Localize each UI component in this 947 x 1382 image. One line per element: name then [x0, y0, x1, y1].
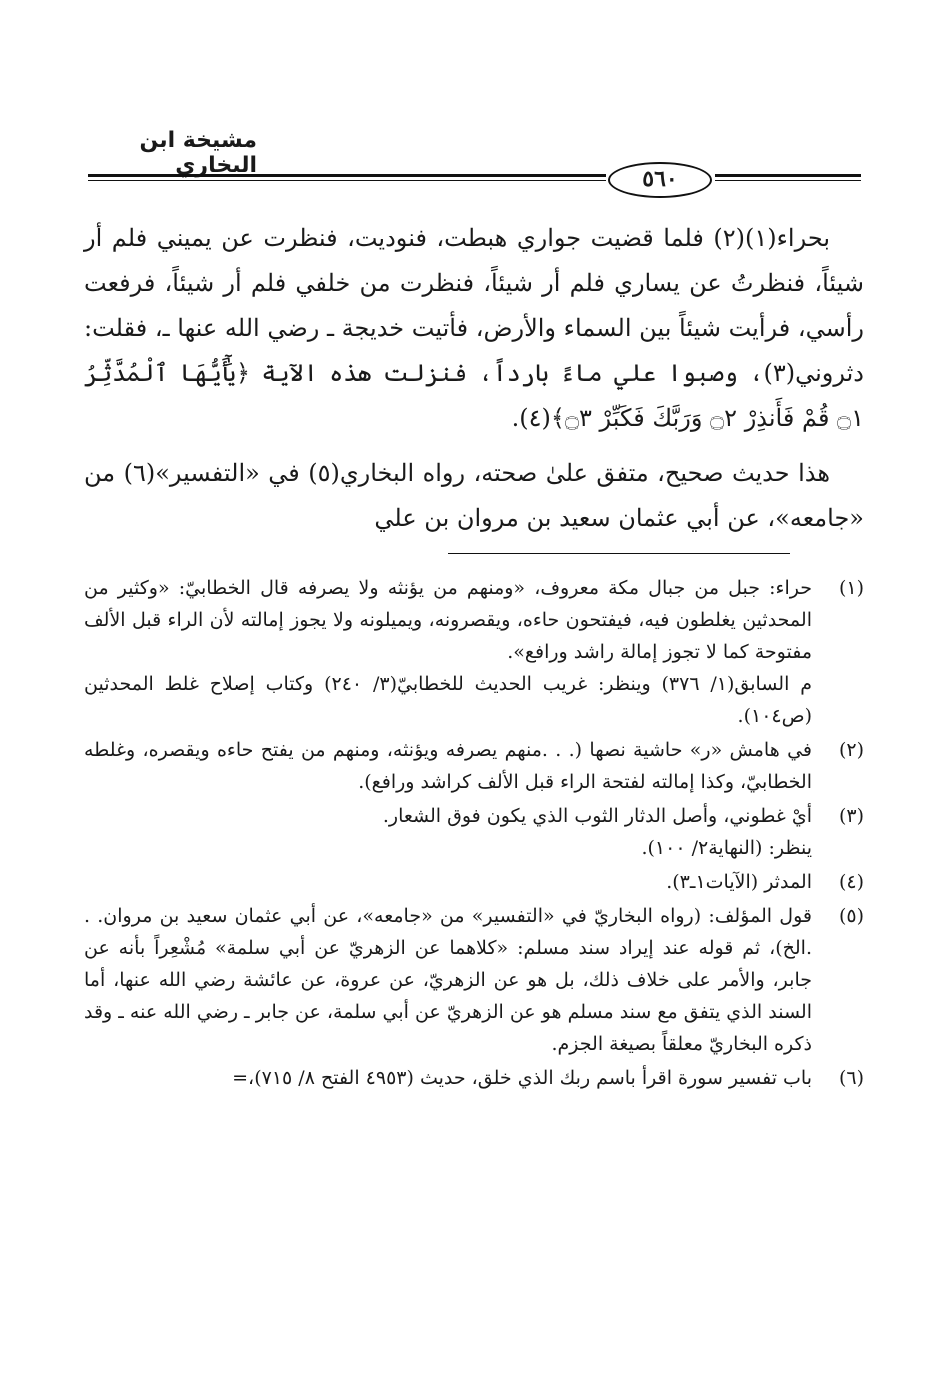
footnote-body — [84, 866, 812, 898]
footnote-body — [84, 1062, 812, 1094]
header-rule-left — [88, 174, 606, 181]
footnote-number: (١) — [838, 577, 864, 599]
header-rule-right — [715, 174, 861, 181]
footnote-number: (٢) — [838, 739, 864, 761]
footnote-body — [84, 800, 812, 864]
footnote-number: (٦) — [838, 1067, 864, 1089]
footnote-text: المدثر (الآيات١ـ٣). — [666, 871, 812, 893]
footnote-body — [84, 734, 812, 798]
footnote-text: م السابق(١/ ٣٧٦) وينظر: غريب الحديث للخطابيّ(٣/ ٢٤٠) وكتاب إصلاح غلط المحدثين (ص١٠٤). — [84, 673, 812, 727]
paragraph: بحراء(١)(٢) فلما قضيت جواري هبطت، فنوديت، فنظرت عن يميني فلم أر شيئاً، فنظرتُ عن يساري فلم أر شيئاً، فنظرت من خلفي فلم أر شيئاً، فرفعت رأسي، فرأيت شيئاً بين السماء والأرض، فأتيت خديجة ـ رضي الله عنها ـ، فقلت: دثروني(٣)، وصبوا علي ماءً بارداً، فنزلت هذه الآية ﴿يَٰٓأَيُّهَا ٱلْمُدَّثِّرُ ۝١ قُمْ فَأَنذِرْ ۝٢ وَرَبَّكَ فَكَبِّرْ ۝٣﴾(٤). — [84, 224, 864, 432]
footnote — [84, 734, 864, 798]
footnote — [84, 572, 864, 732]
footnote-text: ينظر: (النهاية٢/ ١٠٠). — [641, 837, 812, 859]
footnote — [84, 1062, 864, 1094]
running-header-title: مشيخة ابن البخاري — [139, 128, 257, 178]
footnote-body — [84, 900, 812, 1060]
footnote-text: أيْ غطوني، وأصل الدثار الثوب الذي يكون فوق الشعار. — [382, 805, 812, 827]
footnote-number: (٣) — [838, 805, 864, 827]
page-number: ٥٦٠ — [608, 162, 712, 198]
footnote — [84, 900, 864, 1060]
footnote — [84, 800, 864, 864]
footnote — [84, 866, 864, 898]
footnote-body — [84, 572, 812, 732]
footnote-text: حراء: جبل من جبال مكة معروف، «ومنهم من يؤنثه ولا يصرفه قال الخطابيّ: «وكثير من المحدثين يغلطون فيه، فيفتحون حاءه، ويقصرونه، ويميلونه ولا يجوز إمالته لأن الراء قبل الألف مفتوحة كما لا تجوز إمالة راشد ورافع». — [84, 577, 812, 663]
paragraph: هذا حديث صحيح، متفق علىٰ صحته، رواه البخاري(٥) في «التفسير»(٦) من «جامعه»، عن أبي عثمان سعيد بن مروان بن علي — [84, 459, 864, 532]
footnote-number: (٤) — [838, 871, 864, 893]
footnote-text: في هامش «ر» حاشية نصها (. . .منهم يصرفه ويؤنثه، ومنهم من يفتح حاءه ويقصره، وغلطه الخطابيّ، وكذا إمالته لفتحة الراء قبل الألف كراشد ورافع). — [84, 739, 812, 793]
footnote-separator — [448, 553, 790, 554]
footnote-text: قول المؤلف: (رواه البخاريّ في «التفسير» من «جامعه»، عن أبي عثمان سعيد بن مروان. . .الخ)، ثم قوله عند إيراد سند مسلم: «كلاهما عن الزهريّ عن أبي سلمة» مُشْعِراً بأنه عن جابر، والأمر على خلاف ذلك، بل هو عن الزهريّ، عن عروة، عن عائشة رضي الله عنها، أما السند الذي يتفق مع سند مسلم هو عن الزهريّ عن أبي سلمة، عن جابر ـ رضي الله عنه ـ وقد ذكره البخاريّ معلقاً بصيغة الجزم. — [84, 905, 812, 1055]
footnote-number: (٥) — [838, 905, 864, 927]
footnotes — [84, 572, 864, 1096]
main-text — [84, 216, 864, 541]
footnote-text: باب تفسير سورة اقرأ باسم ربك الذي خلق، حديث (٤٩٥٣ الفتح ٨/ ٧١٥)،= — [232, 1067, 812, 1089]
